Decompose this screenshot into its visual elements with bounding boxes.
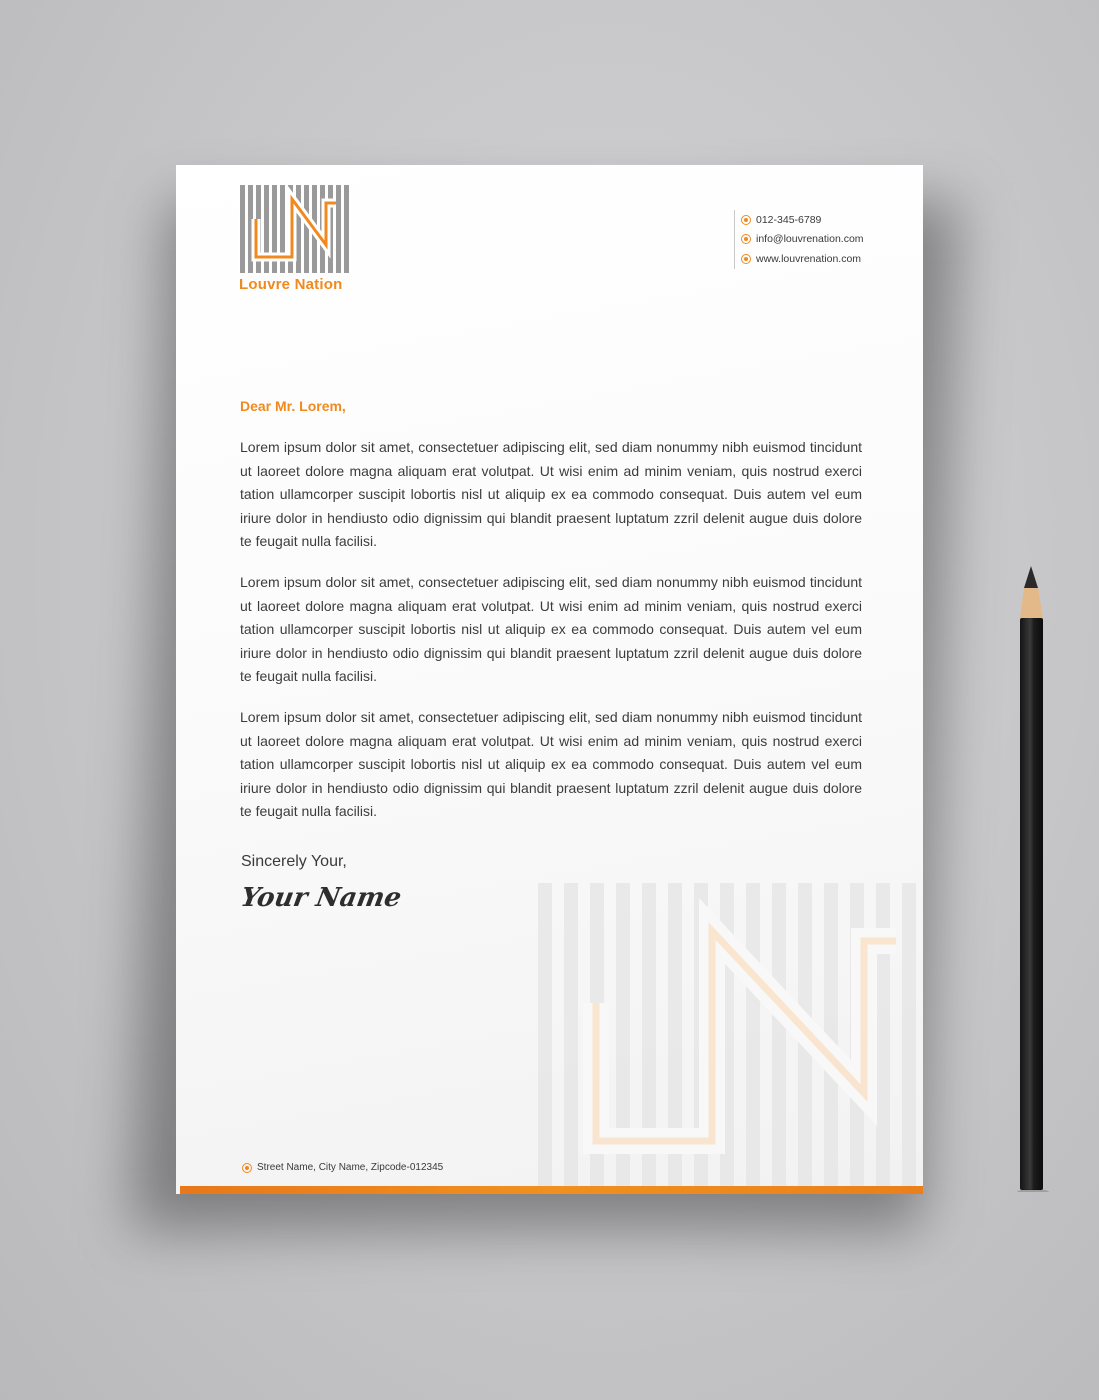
email-icon [741,234,751,244]
signature: Your Name [238,883,404,913]
pencil-icon [1012,566,1050,1192]
phone-text: 012-345-6789 [756,213,822,226]
louvre-ln-logo-icon [238,185,350,275]
letter-paragraph: Lorem ipsum dolor sit amet, consectetuer adipiscing elit, sed diam nonummy nibh euismod tincidunt ut laoreet dolore magna aliquam erat volutpat. Ut wisi enim ad minim veniam, quis nostrud exerci tation ullamcorper suscipit lobortis nisl ut aliquip ex ea commodo consequat. Duis autem vel eum iriure dolor in hendiusto odio dignissim qui blandit praesent luptatum zzril delenit augue duis dolore te feugait nulla facilisi. [240,574,862,684]
letterhead-page [176,165,923,1194]
contact-website [741,249,864,269]
brand-name: Louvre Nation [239,276,343,293]
location-pin-icon [242,1163,252,1173]
letter-greeting: Dear Mr. Lorem, [240,398,346,414]
contact-email [741,230,864,250]
address-text: Street Name, City Name, Zipcode-012345 [257,1162,444,1173]
watermark-logo-icon [534,883,923,1189]
contact-block [734,210,864,269]
letter-closing: Sincerely Your, [241,853,347,870]
footer-accent-bar [180,1186,923,1194]
website-text: www.louvrenation.com [756,252,862,265]
footer-address [242,1162,443,1173]
letter-paragraph: Lorem ipsum dolor sit amet, consectetuer adipiscing elit, sed diam nonummy nibh euismod tincidunt ut laoreet dolore magna aliquam erat volutpat. Ut wisi enim ad minim veniam, quis nostrud exerci tation ullamcorper suscipit lobortis nisl ut aliquip ex ea commodo consequat. Duis autem vel eum iriure dolor in hendiusto odio dignissim qui blandit praesent luptatum zzril delenit augue duis dolore te feugait nulla facilisi. [240,709,862,819]
contact-phone [741,210,864,230]
globe-icon [741,254,751,264]
phone-icon [741,215,751,225]
letter-paragraph: Lorem ipsum dolor sit amet, consectetuer adipiscing elit, sed diam nonummy nibh euismod tincidunt ut laoreet dolore magna aliquam erat volutpat. Ut wisi enim ad minim veniam, quis nostrud exerci tation ullamcorper suscipit lobortis nisl ut aliquip ex ea commodo consequat. Duis autem vel eum iriure dolor in hendiusto odio dignissim qui blandit praesent luptatum zzril delenit augue duis dolore te feugait nulla facilisi. [240,439,862,549]
email-text: info@louvrenation.com [756,233,864,246]
